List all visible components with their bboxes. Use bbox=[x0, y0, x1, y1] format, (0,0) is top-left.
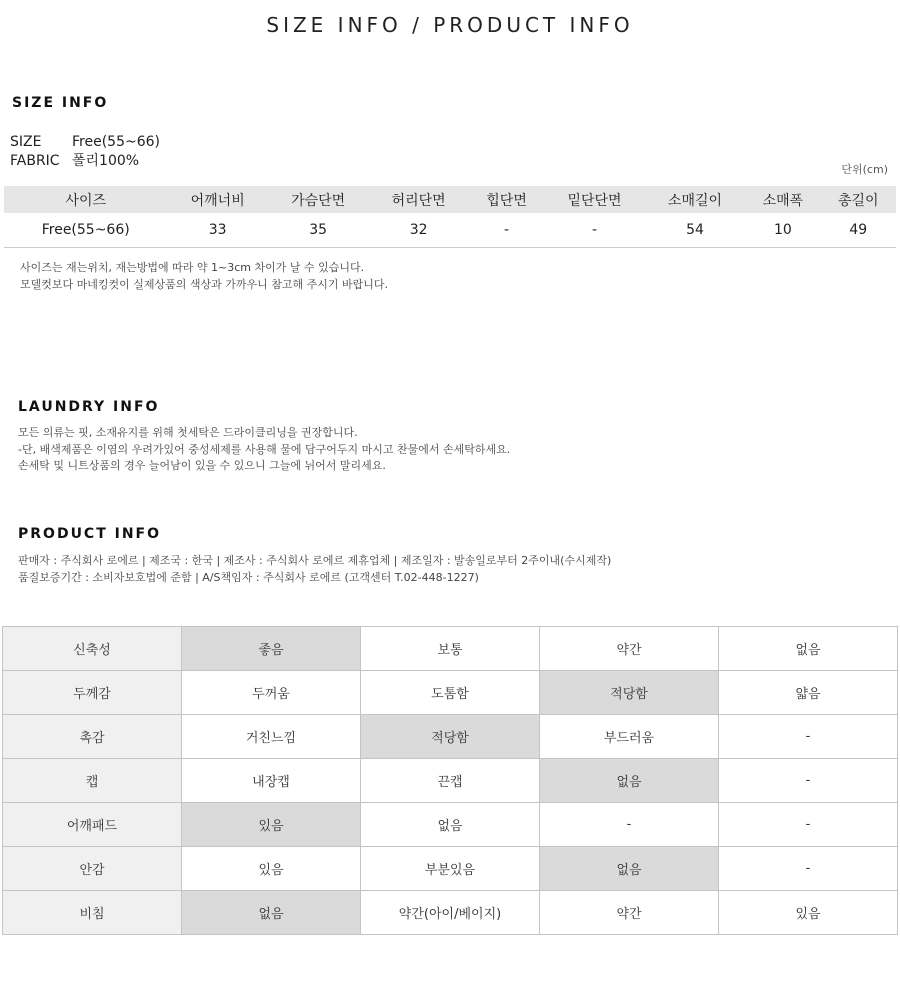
note-line: 모델컷보다 마네킹컷이 실제상품의 색상과 가까우니 참고해 주시기 바랍니다. bbox=[20, 277, 389, 291]
table-cell: 49 bbox=[821, 213, 896, 247]
property-option: 얇음 bbox=[719, 671, 898, 715]
property-option: 없음 bbox=[719, 627, 898, 671]
size-notes bbox=[20, 260, 388, 293]
product-notes bbox=[18, 553, 611, 586]
property-label: 신축성 bbox=[3, 627, 182, 671]
property-label: 캡 bbox=[3, 759, 182, 803]
column-header: 가슴단면 bbox=[268, 186, 368, 213]
table-cell: 54 bbox=[645, 213, 745, 247]
property-option: 있음 bbox=[719, 891, 898, 935]
property-option: 부드러움 bbox=[540, 715, 719, 759]
column-header: 어깨너비 bbox=[167, 186, 267, 213]
property-option: 약간(아이/베이지) bbox=[361, 891, 540, 935]
property-option: - bbox=[719, 759, 898, 803]
column-header: 소매길이 bbox=[645, 186, 745, 213]
property-option: 없음 bbox=[361, 803, 540, 847]
size-table bbox=[4, 186, 896, 248]
property-table bbox=[2, 626, 898, 935]
note-line: 판매자 : 주식회사 로에르 | 제조국 : 한국 | 제조사 : 주식회사 로에르 제휴업체 | 제조일자 : 발송일로부터 2주이내(수시제작) bbox=[18, 554, 612, 567]
spec-fabric-value: 폴리100% bbox=[72, 153, 140, 169]
property-row bbox=[3, 671, 898, 715]
size-table-header bbox=[4, 186, 896, 213]
spec-size-row bbox=[10, 134, 160, 150]
property-option-selected: 없음 bbox=[540, 847, 719, 891]
column-header: 사이즈 bbox=[4, 186, 167, 213]
spec-size-key: SIZE bbox=[10, 134, 42, 150]
property-option-selected: 적당함 bbox=[540, 671, 719, 715]
product-info-title: PRODUCT INFO bbox=[18, 526, 162, 542]
property-row bbox=[3, 847, 898, 891]
property-option-selected: 좋음 bbox=[182, 627, 361, 671]
property-option: 약간 bbox=[540, 627, 719, 671]
property-label: 안감 bbox=[3, 847, 182, 891]
column-header: 힙단면 bbox=[469, 186, 544, 213]
property-option-selected: 없음 bbox=[540, 759, 719, 803]
property-option: 거친느낌 bbox=[182, 715, 361, 759]
property-option: - bbox=[540, 803, 719, 847]
property-row bbox=[3, 759, 898, 803]
property-option: - bbox=[719, 803, 898, 847]
property-row bbox=[3, 803, 898, 847]
table-cell: - bbox=[469, 213, 544, 247]
property-label: 어깨패드 bbox=[3, 803, 182, 847]
property-option: 보통 bbox=[361, 627, 540, 671]
table-cell: 35 bbox=[268, 213, 368, 247]
note-line: -단, 배색제품은 이염의 우려가있어 중성세제를 사용해 물에 담구어두지 마시고 찬물에서 손세탁하세요. bbox=[18, 442, 511, 456]
size-info-title: SIZE INFO bbox=[12, 95, 109, 111]
note-line: 손세탁 및 니트상품의 경우 늘어남이 있을 수 있으니 그늘에 뉘어서 말리세요. bbox=[18, 459, 386, 472]
property-label: 비침 bbox=[3, 891, 182, 935]
property-row bbox=[3, 627, 898, 671]
note-line: 사이즈는 재는위치, 재는방법에 따라 약 1~3cm 차이가 날 수 있습니다. bbox=[20, 261, 365, 274]
property-option: 있음 bbox=[182, 847, 361, 891]
property-option: 끈캡 bbox=[361, 759, 540, 803]
property-option: 약간 bbox=[540, 891, 719, 935]
table-cell: 10 bbox=[745, 213, 820, 247]
property-label: 두께감 bbox=[3, 671, 182, 715]
note-line: 품질보증기간 : 소비자보호법에 준함 | A/S책임자 : 주식회사 로에르 (고객센터 T.02-448-1227) bbox=[18, 570, 479, 584]
property-option-selected: 있음 bbox=[182, 803, 361, 847]
spec-size-value: Free(55~66) bbox=[72, 134, 160, 150]
property-row bbox=[3, 891, 898, 935]
table-row bbox=[4, 213, 896, 247]
column-header: 허리단면 bbox=[368, 186, 468, 213]
page-title: SIZE INFO / PRODUCT INFO bbox=[266, 13, 634, 37]
table-cell: - bbox=[544, 213, 644, 247]
column-header: 소매폭 bbox=[745, 186, 820, 213]
note-line: 모든 의류는 핏, 소재유지를 위해 첫세탁은 드라이클리닝을 권장합니다. bbox=[18, 426, 358, 439]
property-option: 두꺼움 bbox=[182, 671, 361, 715]
property-label: 촉감 bbox=[3, 715, 182, 759]
spec-fabric-row bbox=[10, 150, 139, 170]
property-row bbox=[3, 715, 898, 759]
spec-fabric-key: FABRIC bbox=[10, 153, 60, 169]
property-option-selected: 적당함 bbox=[361, 715, 540, 759]
column-header: 밑단단면 bbox=[544, 186, 644, 213]
column-header: 총길이 bbox=[821, 186, 896, 213]
laundry-info-title: LAUNDRY INFO bbox=[18, 399, 160, 415]
property-option: 내장캡 bbox=[182, 759, 361, 803]
unit-label: 단위(cm) bbox=[841, 163, 888, 176]
table-cell: 32 bbox=[368, 213, 468, 247]
table-cell: Free(55~66) bbox=[4, 213, 167, 247]
property-option: 도톰함 bbox=[361, 671, 540, 715]
property-option: - bbox=[719, 715, 898, 759]
table-cell: 33 bbox=[167, 213, 267, 247]
laundry-notes bbox=[18, 425, 510, 475]
property-option: 부분있음 bbox=[361, 847, 540, 891]
property-option-selected: 없음 bbox=[182, 891, 361, 935]
property-option: - bbox=[719, 847, 898, 891]
